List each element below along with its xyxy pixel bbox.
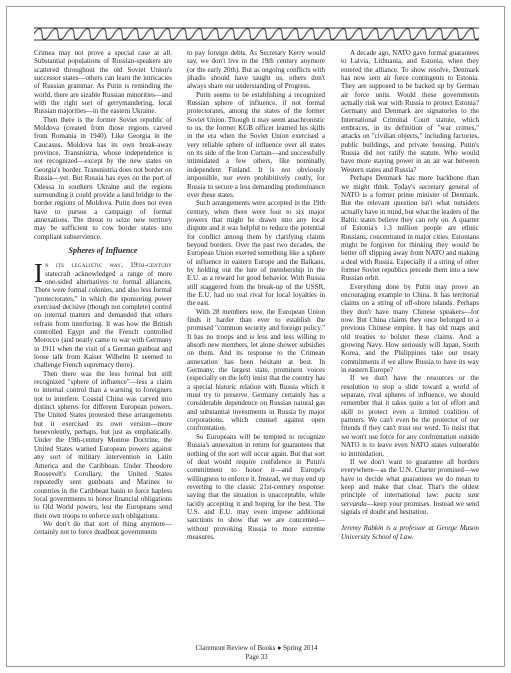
paragraph: Then there is the former Soviet republic of Moldova (created from those regions carved from Romania in 1940). Like Georgia in the Caucasus, Moldova has its own break-away province, Transnistria, whose independence is not recognized—except by the new states on Georgia's border. Transnistria does not border on Russia—yet. But Russia has eyes on the port of Odessa in southern Ukraine and the regions surrounding it could provide a land bridge to the border regions of Moldova. Putin does not even have to pursue a campaign of formal annexations. The threat to seize new territory may be sufficient to cow border states into compliant subservience. [34, 115, 172, 241]
paragraph: If we don't want to guarantee all borders everywhere—as the U.N. Charter promised—we have to decide what guarantees we do mean to keep and make that clear. That's the oldest principle of international law: pacta sunt servanda—keep your promises. Instead we send signals of doubt and hesitation. [341, 457, 479, 516]
paragraph: to pay foreign debts. As Secretary Kerry would say, we don't live in the 19th century anymore (or the early 20th). But as ongoing conflicts with jihadis should have taught us, others don't always share our understanding of Progress. [187, 49, 325, 91]
paragraph: Such arrangements were accepted in the 19th century, when there were four to six major powers that might be drawn into any local dispute and it was helpful to reduce the potential for conflict among them by clarifying claims beyond borders. Over the past two decades, the European Union exerted something like a sphere of influence in eastern Europe and the Balkans, by holding out the lure of membership in the E.U. as a reward for good behavior. With Russia still staggered from the break-up of the USSR, the E.U. had no real rival for local loyalties in the east. [187, 199, 325, 308]
section-heading: Spheres of Influence [68, 245, 138, 255]
footer-page-number: Page 33 [245, 653, 268, 661]
paragraph: If we don't have the resources or the resolution to stop a slide toward a world of separate, rival spheres of influence, we should remember that it takes quite a lot of effort and skill to protect even a limited coalition of partners. We can't even be the protector of our friends if they can't trust our word. To insist that we won't use force for any confrontation outside NATO is to leave even NATO states vulnerable to intimidation. [341, 374, 479, 458]
drop-cap: I [34, 258, 43, 289]
lead-text: statecraft acknowledged a range of more one-sided alternatives to formal alliances. There were formal colonies, and also less formal "protectorates," in which the sponsoring power exercised decisive (though not complete) control on internal matters and demanded that others refrain from interfering. It was how the British controlled Egypt and the French controlled Morocco (and nearly came to war with Germany in 1911 when the visit of a German gunboat and loose talk from Kaiser Wilhelm II seemed to challenge French supremacy there). [34, 269, 172, 370]
paragraph-with-dropcap [34, 258, 172, 370]
paragraph: So Europeans will be tempted to recognize Russia's annexation in return for guarantees that nothing of the sort will occur again. But that sort of deal would require confidence in Putin's commitment to honor it—and Europe's willingness to enforce it. Instead, we may end up reverting to the classic 21st-century response: saying that the situation is unacceptable, while tacitly accepting it and hoping for the best. The U.S. and E.U. may even impose additional sanctions to show that we are concerned—without provoking Russia to more extreme measures. [187, 432, 325, 541]
author-byline: Jeremy Rabkin is a professor at George Mason University School of Law. [341, 524, 479, 541]
paragraph: Everything done by Putin may prove an encouraging example to China. It has territorial claims on a string of off-shore islands. Perhaps they don't have many Chinese speakers—for now. But China claims they once belonged to a previous Chinese empire. It has old maps and old treaties to bolster these claims. And a growing Navy. How seriously will Japan, South Korea, and the Philippines take our treaty commitments if we allow Russia to have its way in eastern Europe? [341, 282, 479, 375]
page [6, 6, 505, 667]
article-column-1 [34, 49, 172, 537]
paragraph: With 28 members now, the European Union finds it harder than ever to establish the promised "common security and foreign policy." It has no troops and is less and less willing to absorb new members, let alone shower subsidies on them. And its response to the Crimean annexation has been hesitant at best. In Germany, the largest state, prominent voices (especially on the left) insist that the country has a special historic relation with Russia which it must try to preserve. Germany certainly has a considerable dependence on Russian natural gas and substantial investments in Russia by major corporations, which counsel against open confrontation. [187, 307, 325, 433]
paragraph: A decade ago, NATO gave formal guarantees to Latvia, Lithuania, and Estonia, when they entered the alliance. To show resolve, Denmark has now sent air force contingents to Estonia. They are supposed to be backed up by German air force units. Would these governments actually risk war with Russia to protect Estonia? Germany and Denmark are signatories to the International Criminal Court statute, which embraces, in its definition of "war crimes," attacks on "civilian objects," including factories, public buildings, and private housing. Putin's Russia did not ratify the statute. Who would have more staying power in an air war between Western states and Russia? [341, 49, 479, 174]
paragraph: Then there was the less formal but still recognized "sphere of influence"—less a claim to internal control than a warning to foreigners not to interfere. Coastal China was carved into distinct spheres for different European powers. The United States protested these arrangements but it exercised its own version—more benevolently, perhaps, but just as emphatically. Under the 19th-century Monroe Doctrine, the United States warned European powers against any sort of military intervention in Latin America and the Caribbean. Under Theodore Roosevelt's Corollary, the United States repeatedly sent gunboats and Marines to countries in the Caribbean basin to force hapless local governments to honor financial obligations to Old World powers, lest the Europeans send their own troops to enforce such obligations. [34, 369, 172, 520]
footer-publication: Claremont Review of Books ● Spring 2014 [195, 644, 318, 652]
paragraph: Crimea may not prove a special case at all. Substantial populations of Russian-speakers are scattered throughout the old Soviet Union's successor states—others can learn the intricacies of Russian grammar. As Putin is reminding the world, there are sizable Russian minorities—and with the right sort of gerrymandering, local Russian majorities—in the eastern Ukraine. [34, 49, 172, 116]
article-column-3 [341, 49, 479, 541]
article-column-2 [187, 49, 325, 541]
decorative-border-ornament [34, 27, 479, 41]
lead-smallcaps: n its legalistic way, 19th-century [45, 261, 172, 270]
paragraph: Perhaps Denmark has more backbone than we might think. Today's secretary general of NATO is a former prime minister of Denmark. But the relevant question isn't what outsiders actually have in mind, but what the leaders of the Baltic states believe they can rely on. A quarter of Estonia's 1.3 million people are ethnic Russians, concentrated in major cities. Estonians might be forgiven for thinking they would be better off slipping away from NATO and making a deal with Russia. Especially if a string of other former Soviet republics precede them into a new Russian orbit. [341, 174, 480, 283]
paragraph: Putin seems to be establishing a recognized Russian sphere of influence, if not formal protectorates, among the states of the former Soviet Union. Though it may seem anachronistic to us, the former KGB officer learned his skills in the era when the Soviet Union exercised a very reliable sphere of influence over all states on its side of the Iron Curtain—and successfully intimidated a few others, like nominally independent Finland. It is not obviously impossible, nor even prohibitively costly, for Russia to secure a less demanding predominance over these states. [187, 90, 325, 199]
paragraph: We don't do that sort of thing anymore—certainly not to force deadbeat governments [34, 519, 172, 537]
